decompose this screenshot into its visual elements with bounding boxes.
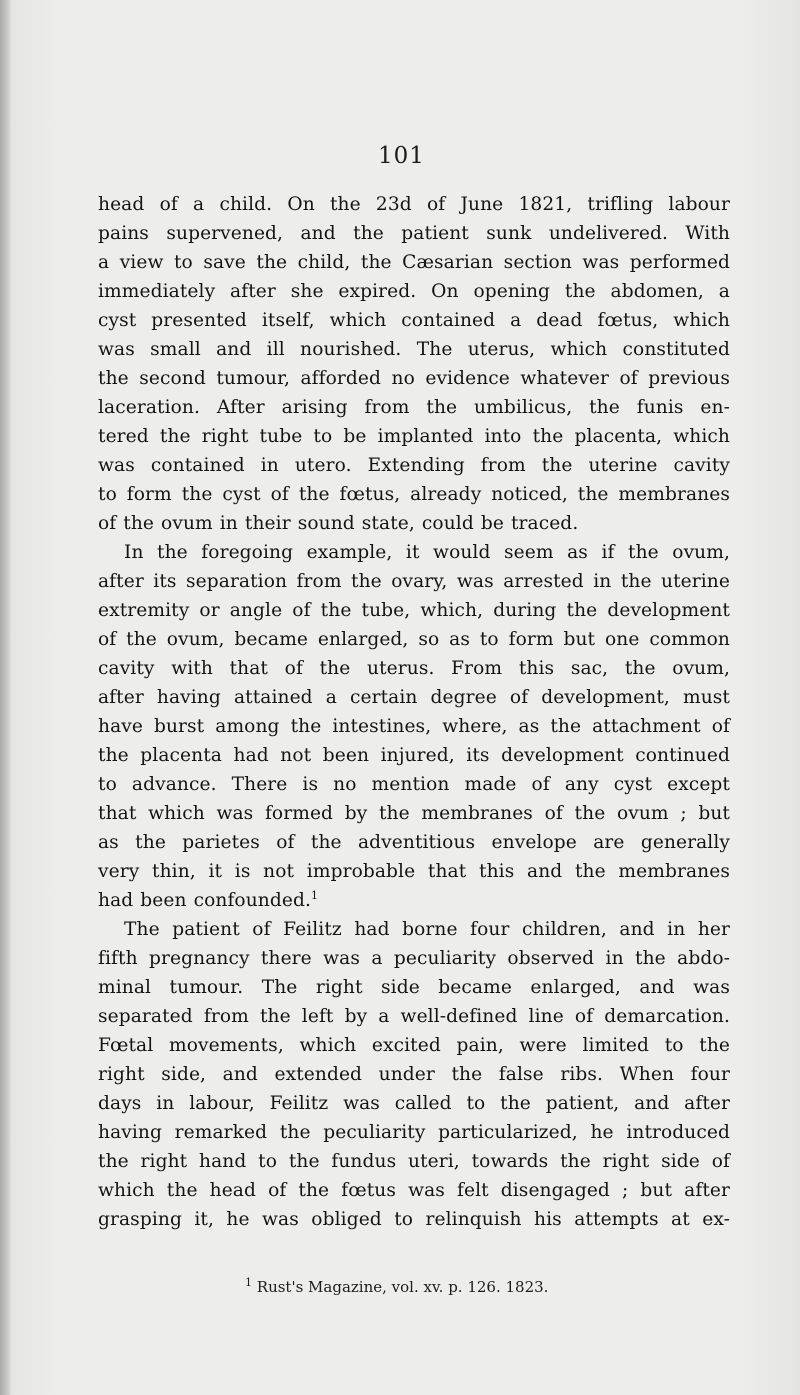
paragraph-1 <box>98 190 730 538</box>
footnote-marker: 1 <box>245 1276 252 1289</box>
text-line: minal tumour. The right side became enlarged, and was <box>98 977 730 998</box>
text-line: very thin, it is not improbable that this and the membranes <box>98 861 730 882</box>
text-line-with-footnote <box>98 886 730 915</box>
text-line: tered the right tube to be implanted into the placenta, which <box>98 426 730 447</box>
text-line: days in labour, Feilitz was called to the patient, and after <box>98 1093 730 1114</box>
text-line: have burst among the intestines, where, as the attachment of <box>98 716 730 737</box>
text-line: extremity or angle of the tube, which, during the development <box>98 600 730 621</box>
paragraph-3 <box>98 915 730 1234</box>
text-line: had been confounded. <box>98 890 311 911</box>
text-line: having remarked the peculiarity particularized, he introduced <box>98 1122 730 1143</box>
text-line: the right hand to the fundus uteri, towards the right side of <box>98 1151 730 1172</box>
text-line: immediately after she expired. On opening the abdomen, a <box>98 281 730 302</box>
text-line: right side, and extended under the false ribs. When four <box>98 1064 730 1085</box>
page-number: 101 <box>378 143 425 169</box>
text-line: that which was formed by the membranes of the ovum ; but <box>98 803 730 824</box>
text-line: after having attained a certain degree of development, must <box>98 687 730 708</box>
text-line: which the head of the fœtus was felt disengaged ; but after <box>98 1180 730 1201</box>
text-line: was small and ill nourished. The uterus, which constituted <box>98 339 730 360</box>
text-line: the placenta had not been injured, its development continued <box>98 745 730 766</box>
text-line: as the parietes of the adventitious envelope are generally <box>98 832 730 853</box>
text-line: grasping it, he was obliged to relinquish his attempts at ex- <box>98 1209 730 1230</box>
footnote-text: Rust's Magazine, vol. xv. p. 126. 1823. <box>256 1278 549 1296</box>
text-line: after its separation from the ovary, was arrested in the uterine <box>98 571 730 592</box>
body-text <box>98 190 730 1234</box>
paragraph-2 <box>98 538 730 915</box>
text-line: pains supervened, and the patient sunk undelivered. With <box>98 223 730 244</box>
text-line: to advance. There is no mention made of any cyst except <box>98 774 730 795</box>
text-line: cavity with that of the uterus. From this sac, the ovum, <box>98 658 730 679</box>
text-line: separated from the left by a well-defined line of demarcation. <box>98 1006 730 1027</box>
text-line: cyst presented itself, which contained a dead fœtus, which <box>98 310 730 331</box>
text-line: of the ovum, became enlarged, so as to form but one common <box>98 629 730 650</box>
text-line: to form the cyst of the fœtus, already noticed, the membranes <box>98 484 730 505</box>
text-line: In the foregoing example, it would seem as if the ovum, <box>124 542 730 563</box>
text-line: the second tumour, afforded no evidence whatever of previous <box>98 368 730 389</box>
text-line: Fœtal movements, which excited pain, were limited to the <box>98 1035 730 1056</box>
text-line: was contained in utero. Extending from the uterine cavity <box>98 455 730 476</box>
text-line: fifth pregnancy there was a peculiarity observed in the abdo- <box>98 948 730 969</box>
text-line: of the ovum in their sound state, could be traced. <box>98 513 579 534</box>
text-line: a view to save the child, the Cæsarian section was performed <box>98 252 730 273</box>
text-line: head of a child. On the 23d of June 1821, trifling labour <box>98 194 730 215</box>
footnote <box>245 1278 645 1296</box>
text-line: The patient of Feilitz had borne four children, and in her <box>124 919 730 940</box>
text-line: laceration. After arising from the umbilicus, the funis en- <box>98 397 730 418</box>
footnote-reference: 1 <box>311 888 319 902</box>
